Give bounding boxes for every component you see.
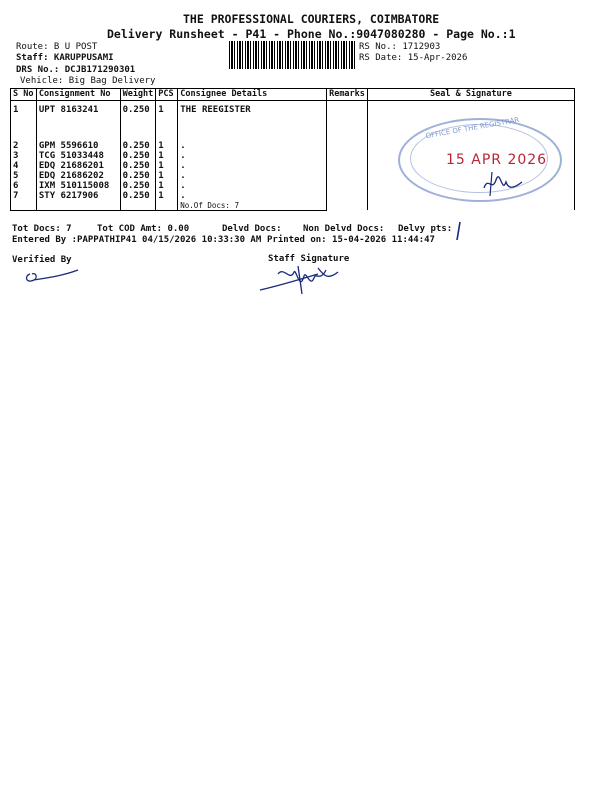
cell-sno: 5 [11,171,37,181]
verifier-signature [22,264,82,286]
runsheet-subtitle: Delivery Runsheet - P41 - Phone No.:9047080280 - Page No.:1 [107,27,516,41]
cell-weight: 0.250 [120,141,156,151]
tot-cod-amount: Tot COD Amt: 0.00 [97,224,190,234]
staff-signature [258,262,348,296]
entered-by: Entered By :PAPPATHIP41 04/15/2026 10:33:30 AM [12,235,262,245]
barcode-image [229,41,355,69]
cell-weight: 0.250 [120,101,156,141]
cell-consignment: IXM 510115008 [36,181,120,191]
cell-consignment: STY 6217906 [36,191,120,201]
cell-consignment: EDQ 21686201 [36,161,120,171]
rs-no-text: RS No.: 1712903 [359,42,441,52]
vehicle-text: Vehicle: Big Bag Delivery [20,76,156,86]
cell-weight: 0.250 [120,171,156,181]
seal-signature-scribble [478,168,528,198]
cell-sno: 7 [11,191,37,201]
cell-consignment: GPM 5596610 [36,141,120,151]
non-delvd-docs: Non Delvd Docs: [303,224,385,234]
cell-sno: 6 [11,181,37,191]
delvd-docs: Delvd Docs: [222,224,282,234]
cell-details: . [178,181,327,191]
col-header-consignment: Consignment No [36,89,120,101]
cell-weight: 0.250 [120,181,156,191]
route-text: Route: B U POST [16,42,98,52]
printed-on: Printed on: 15-04-2026 11:44:47 [267,235,435,245]
rs-date-text: RS Date: 15-Apr-2026 [359,53,468,63]
delvy-pts: Delvy pts: [398,224,453,234]
cell-pcs: 1 [156,171,178,181]
company-title: THE PROFESSIONAL COURIERS, COIMBATORE [183,12,440,26]
cell-pcs: 1 [156,181,178,191]
cell-sno: 4 [11,161,37,171]
tot-docs: Tot Docs: 7 [12,224,72,234]
cell-pcs: 1 [156,151,178,161]
cell-remarks [327,101,368,211]
cell-sno: 1 [11,101,37,141]
cell-consignment: EDQ 21686202 [36,171,120,181]
cell-weight: 0.250 [120,191,156,201]
col-header-sno: S No [11,89,37,101]
cell-details: THE REEGISTER [178,101,327,141]
delvy-pts-mark [454,220,464,244]
cell-details: . [178,171,327,181]
col-header-weight: Weight [120,89,156,101]
cell-pcs: 1 [156,101,178,141]
staff-text: Staff: KARUPPUSAMI [16,53,114,63]
verified-by-label: Verified By [12,255,72,265]
col-header-remarks: Remarks [327,89,368,101]
cell-details: . [178,161,327,171]
cell-sno: 3 [11,151,37,161]
stamp-date: 15 APR 2026 [446,152,548,168]
cell-weight: 0.250 [120,151,156,161]
drs-no-text: DRS No.: DCJB171290301 [16,65,136,75]
col-header-pcs: PCS [156,89,178,101]
col-header-seal: Seal & Signature [367,89,574,101]
cell-weight: 0.250 [120,161,156,171]
cell-details: . [178,151,327,161]
stamp-office-text: OFFICE OF THE REGISTRAR [425,115,520,141]
cell-sno: 2 [11,141,37,151]
col-header-consignee: Consignee Details [178,89,327,101]
cell-pcs: 1 [156,191,178,201]
cell-consignment: TCG 51033448 [36,151,120,161]
cell-pcs: 1 [156,141,178,151]
cell-details: . [178,141,327,151]
cell-consignment: UPT 8163241 [36,101,120,141]
cell-details: . [178,191,327,201]
cell-pcs: 1 [156,161,178,171]
staff-signature-label: Staff Signature [268,254,350,264]
table-header-row [11,89,575,101]
no-of-docs: No.Of Docs: 7 [178,201,327,211]
